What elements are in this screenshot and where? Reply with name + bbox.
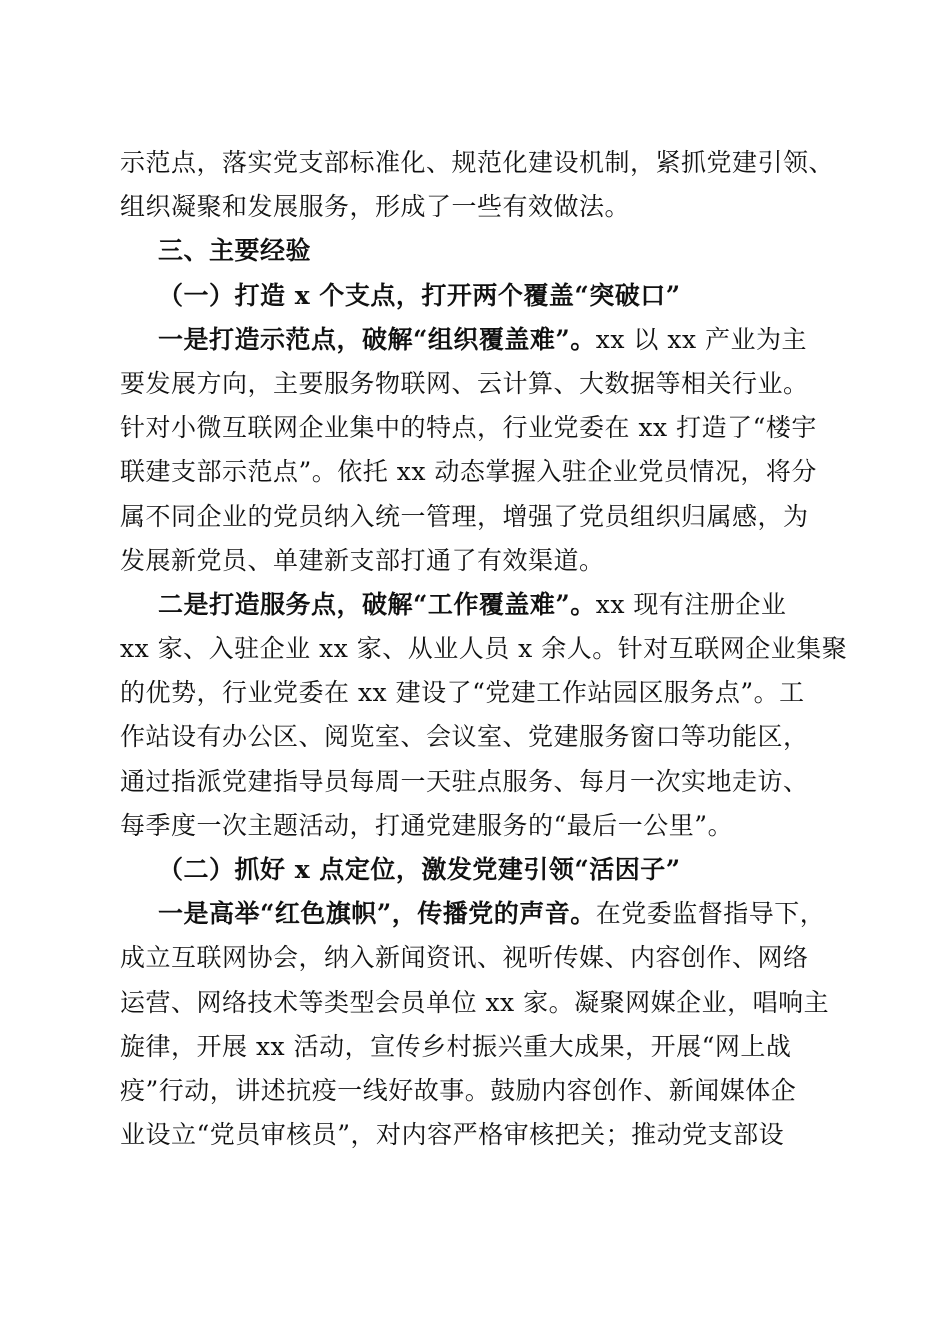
body-line: 每季度一次主题活动，打通党建服务的“最后一公里”。 bbox=[120, 810, 734, 840]
paragraph-lead: 一是打造示范点，破解“组织覆盖难”。 bbox=[158, 324, 596, 354]
paragraph-text: xx 现有注册企业 bbox=[595, 589, 787, 619]
body-line: 业设立“党员审核员”，对内容严格审核把关；推动党支部设 bbox=[120, 1120, 785, 1150]
paragraph-start-line bbox=[120, 892, 832, 936]
body-line: 针对小微互联网企业集中的特点，行业党委在 xx 打造了“楼宇 bbox=[120, 413, 817, 443]
paragraph-lead: 一是高举“红色旗帜”，传播党的声音。 bbox=[158, 899, 596, 929]
paragraph-start-line bbox=[120, 583, 832, 627]
body-line: 组织凝聚和发展服务，形成了一些有效做法。 bbox=[120, 192, 631, 222]
body-line: 要发展方向，主要服务物联网、云计算、大数据等相关行业。 bbox=[120, 368, 809, 398]
body-line: 成立互联网协会，纳入新闻资讯、视听传媒、内容创作、网络 bbox=[120, 943, 809, 973]
paragraph-start-line bbox=[120, 318, 832, 362]
document-body bbox=[120, 141, 848, 1157]
body-line: 的优势，行业党委在 xx 建设了“党建工作站园区服务点”。工 bbox=[120, 678, 805, 708]
section-heading: 三、主要经验 bbox=[158, 236, 312, 266]
paragraph-text: 在党委监督指导下， bbox=[595, 899, 826, 929]
body-line: 作站设有办公区、阅览室、会议室、党建服务窗口等功能区， bbox=[120, 722, 809, 752]
body-line: 运营、网络技术等类型会员单位 xx 家。凝聚网媒企业，唱响主 bbox=[120, 987, 830, 1017]
body-line: 疫”行动，讲述抗疫一线好故事。鼓励内容创作、新闻媒体企 bbox=[120, 1075, 797, 1105]
paragraph-lead: 二是打造服务点，破解“工作覆盖难”。 bbox=[158, 589, 596, 619]
body-line: 旋律，开展 xx 活动，宣传乡村振兴重大成果，开展“网上战 bbox=[120, 1031, 792, 1061]
body-line: 联建支部示范点”。依托 xx 动态掌握入驻企业党员情况，将分 bbox=[120, 457, 817, 487]
body-line: xx 家、入驻企业 xx 家、从业人员 x 余人。针对互联网企业集聚 bbox=[120, 634, 848, 664]
subsection-heading: （一）打造 x 个支点，打开两个覆盖“突破口” bbox=[158, 280, 681, 310]
body-line: 示范点，落实党支部标准化、规范化建设机制，紧抓党建引领、 bbox=[120, 148, 835, 177]
subsection-heading: （二）抓好 x 点定位，激发党建引领“活因子” bbox=[158, 855, 681, 884]
body-line: 属不同企业的党员纳入统一管理，增强了党员组织归属感，为 bbox=[120, 501, 809, 531]
paragraph-text: xx 以 xx 产业为主 bbox=[595, 324, 808, 354]
body-line: 发展新党员、单建新支部打通了有效渠道。 bbox=[120, 545, 605, 575]
body-line: 通过指派党建指导员每周一天驻点服务、每月一次实地走访、 bbox=[120, 766, 809, 796]
